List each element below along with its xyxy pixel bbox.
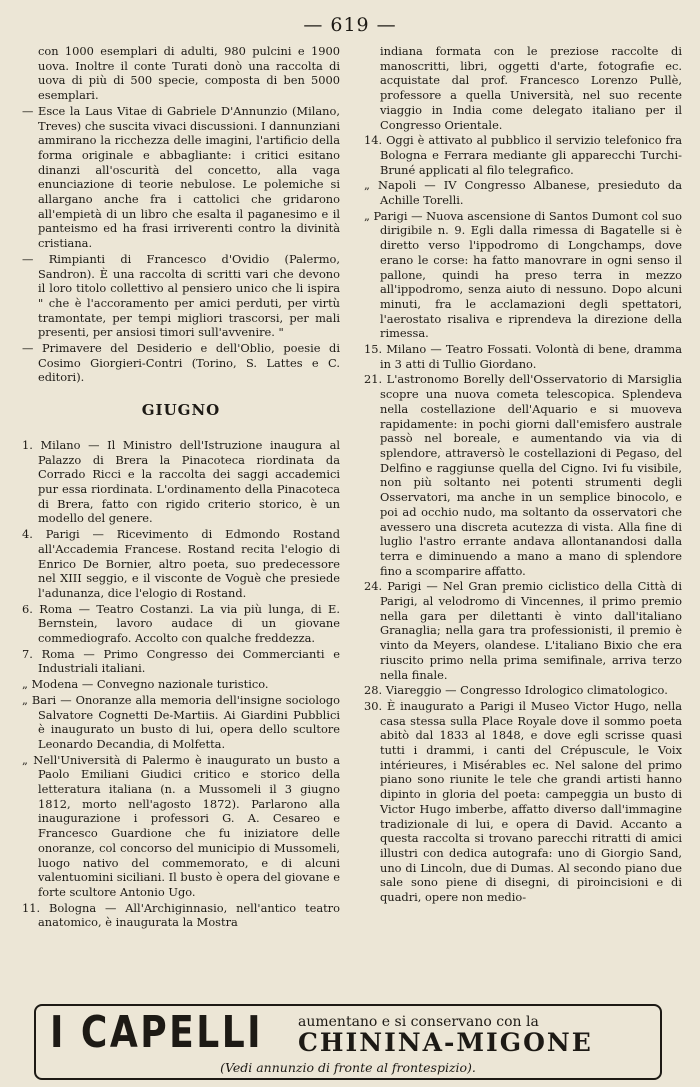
entry-paragraph: 6. Roma — Teatro Costanzi. La via più lunga, di E. Bernstein, lavoro audace di un giovane commediografo. Accolto con qualche freddezza. [22,601,340,646]
text-columns [22,44,682,999]
entry-paragraph: 28. Viareggio — Congresso Idrologico climatologico. [364,683,668,698]
entry-paragraph: 24. Parigi — Nel Gran premio ciclistico della Città di Parigi, al velodromo di Vincennes, il primo premio nella gara per dilettanti è vinto dall'italiano Granaglia; nella gara tra professionisti, il premio è vinto da Meyers, olandese. L'italiano Bixio che era riuscito primo nella prima semifinale, arriva terzo nella finale. [364,579,682,682]
entry-paragraph: „ Napoli — IV Congresso Albanese, presieduto da Achille Torelli. [364,178,682,208]
entry-paragraph: 15. Milano — Teatro Fossati. Volontà di bene, dramma in 3 atti di Tullio Giordano. [364,342,682,371]
entry-paragraph: 21. L'astronomo Borelly dell'Osservatorio di Marsiglia scopre una nuova cometa telescopica. Splendeva nella costellazione dell'Aquario e si muoveva rapidamente: in pochi giorni dall'emisfero australe passò nel boreale, e aumentando via via di splendore, attraversò le costellazioni di Pegaso, del Delfino e raggiunse quella del Cigno. Ivi fu visibile, non più soltanto nei potenti strumenti degli Osservatori, ma anche in un semplice binocolo, e poi ad occhio nudo, ma soltanto da osservatori che avessero una discreta acutezza di vista. Alla fine di luglio l'astro errante andava allontanandosi dalla terra e diminuendo a mano a mano di splendore fino a scomparire affatto. [364,372,682,578]
entry-paragraph: „ Modena — Convegno nazionale turistico. [22,677,269,692]
ad-brand: I CAPELLI [50,1007,264,1058]
entry-paragraph: 1. Milano — Il Ministro dell'Istruzione inaugura al Palazzo di Brera la Pinacoteca riordinata da Corrado Ricci e la raccolta dei saggi accademici pur essa riordinata. L'ordinamento della Pinacoteca di Brera, fatto con rigido criterio storico, è un modello del genere. [22,437,340,526]
entry-paragraph: 30. È inaugurato a Parigi il Museo Victor Hugo, nella casa stessa sulla Place Royale dove il sommo poeta abitò dal 1833 al 1848, e dove egli scrisse quasi tutti i drammi, i canti del Crépuscule, le Voix intérieures, i Misérables ec. Nel salone del primo piano sono riunite le tele che grandi artisti hanno dipinto in gloria del poeta: campeggia un busto di Victor Hugo imberbe, affatto diverso dall'immagine tradizionale di lui, e opera di David. Accanto a questa raccolta si trovano parecchi ritratti di amici illustri con dedica autografa: uno di Giorgio Sand, uno di Lincoln, due di Dumas. Al secondo piano due sale sono piene di disegni, di piroincisioni e di quadri, opere non medio- [364,698,682,905]
entry-paragraph: 4. Parigi — Ricevimento di Edmondo Rostand all'Accademia Francese. Rostand recita l'elogio di Enrico De Bornier, altro poeta, suo predecessore nel XIII seggio, e il visconte de Voguè che presiede l'adunanza, dice l'elogio di Rostand. [22,527,340,600]
section-heading: GIUGNO [141,401,221,420]
entry-paragraph: — Rimpianti di Francesco d'Ovidio (Palermo, Sandron). È una raccolta di scritti vari che devono il loro titolo collettivo al pensiero unico che li ispira " che è l'accoramento per amici perduti, per virtù tramontate, per tempi migliori trascorsi, per mali presenti, per ansiosi timori sull'avvenire. " [22,251,340,340]
right-column [364,44,682,999]
advertisement-box [34,1004,662,1080]
entry-paragraph: „ Parigi — Nuova ascensione di Santos Dumont col suo dirigibile n. 9. Egli dalla rimessa di Bagatelle si è diretto verso l'ippodromo di Longchamps, dove erano le corse: ha fatto manovrare in ogni senso il pallone, quindi ha preso terra in mezzo all'ippodromo, senza aiuto di nessuno. Dopo alcuni minuti, fra le acclamazioni degli spettatori, l'aerostato risaliva e riprendeva la direzione della rimessa. [364,208,682,341]
entry-paragraph: — Primavere del Desiderio e dell'Oblio, poesie di Cosimo Giorgieri-Contri (Torino, S. Lattes e C. editori). [22,341,340,385]
entry-paragraph: 11. Bologna — All'Archiginnasio, nell'antico teatro anatomico, è inaugurata la Mostra [22,900,340,930]
entry-paragraph: „ Nell'Università di Palermo è inaugurato un busto a Paolo Emiliani Giudici critico e storico della letteratura italiana (n. a Mussomeli il 3 giugno 1812, morto nell'agosto 1872). Parlarono alla inaugurazione i professori G. A. Cesareo e Francesco Guardione che fu iniziatore delle onoranze, col concorso del municipio di Mussomeli, luogo nativo del commemorato, e di alcuni valentuomini siciliani. Il busto è opera del giovane e forte scultore Antonio Ugo. [22,752,340,899]
entry-paragraph: „ Bari — Onoranze alla memoria dell'insigne sociologo Salvatore Cognetti De-Martiis. Ai Giardini Pubblici è inaugurato un busto di lui, opera dello scultore Leonardo Decandia, di Molfetta. [22,692,340,751]
entry-paragraph: indiana formata con le preziose raccolte di manoscritti, libri, oggetti d'arte, fotografie ec. acquistate dal prof. Francesco Lorenzo Pullè, professore a quella Università, nel suo recente viaggio in India come delegato italiano per il Congresso Orientale. [380,44,682,132]
ad-tagline: aumentano e si conservano con la [298,1014,539,1030]
entry-paragraph: — Esce la Laus Vitae di Gabriele D'Annunzio (Milano, Treves) che suscita vivaci discussioni. I dannunziani ammirano la ricchezza delle imagini, l'artificio della forma originale e abbagliante: i critici esitano dinanzi all'oscurità del concetto, alla vaga enunciazione di teorie nebulose. Le polemiche si allargano anche fra i cattolici che gridarono all'empietà di un libro che esalta il paganesimo e il panteismo ed ha frasi irriverenti contro la divinità cristiana. [22,103,340,251]
page-number: — 619 — [303,14,397,36]
ad-note: (Vedi annunzio di fronte al frontespizio). [220,1060,476,1075]
ad-product: CHININA-MIGONE [298,1028,593,1057]
left-column [22,44,340,999]
entry-paragraph: 7. Roma — Primo Congresso dei Commercianti e Industriali italiani. [22,646,340,676]
entry-paragraph: con 1000 esemplari di adulti, 980 pulcini e 1900 uova. Inoltre il conte Turati donò una raccolta di uova di più di 500 specie, composta di ben 5000 esemplari. [38,44,340,103]
entry-paragraph: 14. Oggi è attivato al pubblico il servizio telefonico fra Bologna e Ferrara mediante gli apparecchi Turchi-Bruné applicati al filo telegrafico. [364,133,682,177]
